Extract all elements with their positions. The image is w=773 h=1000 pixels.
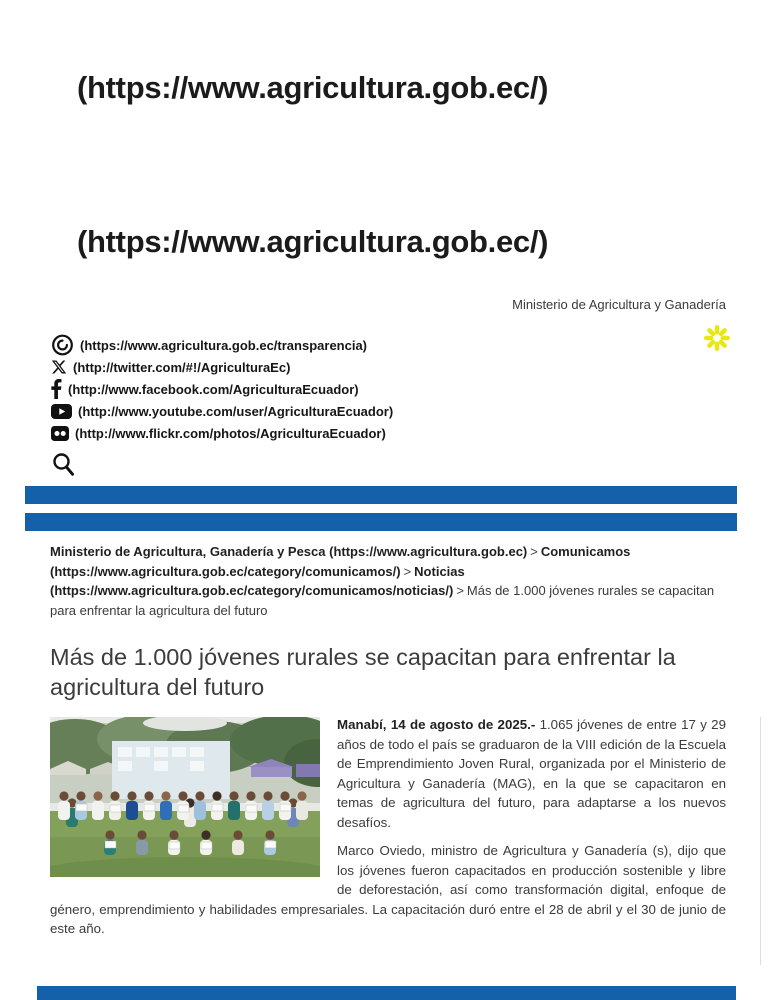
content-right-divider bbox=[760, 717, 761, 965]
eye-icon bbox=[51, 334, 74, 356]
social-link-youtube[interactable] bbox=[51, 400, 393, 422]
social-link-twitter[interactable] bbox=[51, 356, 290, 378]
social-link-facebook[interactable] bbox=[51, 378, 359, 400]
article-body bbox=[50, 715, 726, 948]
search-icon[interactable] bbox=[51, 451, 77, 479]
article-title: Más de 1.000 jóvenes rurales se capacitan para enfrentar la agricultura del futuro bbox=[50, 644, 676, 700]
social-link-flickr[interactable] bbox=[51, 422, 386, 444]
youtube-icon bbox=[51, 404, 72, 419]
facebook-icon bbox=[51, 379, 62, 399]
footer-bar bbox=[37, 986, 736, 1000]
breadcrumb-current-page: Más de 1.000 jóvenes rurales se capacitan para enfrentar la agricultura del futuro bbox=[50, 583, 715, 618]
breadcrumb-link-comunicamos[interactable]: Comunicamos (https://www.agricultura.gob.ec/category/comunicamos/) bbox=[50, 544, 631, 579]
social-link-transparencia[interactable] bbox=[51, 334, 367, 356]
social-link-label[interactable]: (http://www.flickr.com/photos/AgriculturaEcuador) bbox=[75, 425, 386, 441]
article-photo bbox=[50, 717, 320, 877]
header-bar-top bbox=[25, 486, 737, 504]
flickr-icon bbox=[51, 426, 69, 441]
breadcrumb-link-noticias[interactable]: Noticias (https://www.agricultura.gob.ec/category/comunicamos/noticias/) bbox=[50, 563, 465, 598]
paragraph-text: 1.065 jóvenes de entre 17 y 29 años de todo el país se graduaron de la VIII edición de la Escuela de Emprendimiento Joven Rural, organizada por el Ministerio de Agricultura y Ganadería (MAG), en la que se capacitaron en temas de agricultura del futuro, para adaptarse a los nuevos desafíos. bbox=[337, 717, 726, 830]
breadcrumb-separator: > bbox=[403, 563, 412, 579]
article-paragraph-2: Marco Oviedo, ministro de Agricultura y Ganadería (s), dijo que los jóvenes fueron capacitados en producción sostenible y libre de deforestación, así como transformación digital, enfoque de género, emprendimiento y habilidades empresariales. La capacitación duró entre el 28 de abril y el 30 de junio de este año. bbox=[50, 843, 726, 936]
social-link-label[interactable]: (http://www.facebook.com/AgriculturaEcuador) bbox=[68, 381, 359, 397]
breadcrumb-separator: > bbox=[456, 583, 464, 598]
article-dateline: Manabí, 14 de agosto de 2025.- bbox=[337, 717, 536, 732]
x-twitter-icon bbox=[51, 359, 67, 375]
breadcrumb-separator: > bbox=[530, 544, 538, 559]
social-link-label[interactable]: (http://twitter.com/#!/AgriculturaEc) bbox=[73, 359, 291, 375]
site-logo-link-1[interactable]: (https://www.agricultura.gob.ec/) bbox=[77, 70, 549, 105]
loading-spinner-icon bbox=[703, 324, 731, 352]
site-logo-link-2[interactable]: (https://www.agricultura.gob.ec/) bbox=[77, 224, 549, 259]
ministry-name-label: Ministerio de Agricultura y Ganadería bbox=[512, 297, 726, 312]
breadcrumb-link-home[interactable]: Ministerio de Agricultura, Ganadería y Pesca (https://www.agricultura.gob.ec) bbox=[50, 544, 528, 559]
breadcrumb bbox=[50, 542, 726, 620]
social-link-label[interactable]: (https://www.agricultura.gob.ec/transparencia) bbox=[80, 337, 368, 353]
social-link-label[interactable]: (http://www.youtube.com/user/AgriculturaEcuador) bbox=[78, 403, 394, 419]
header-bar-bottom bbox=[25, 513, 737, 531]
